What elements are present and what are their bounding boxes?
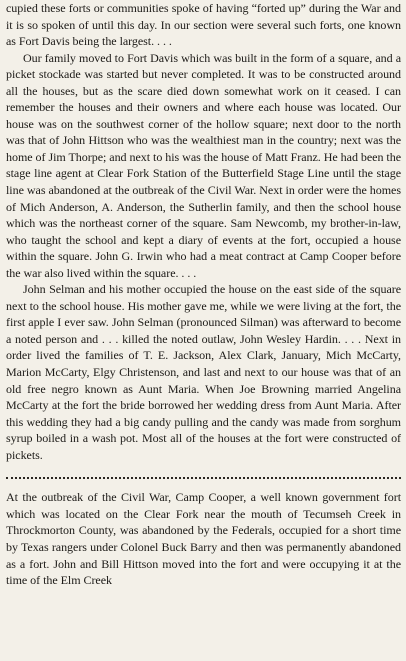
body-paragraph: At the outbreak of the Civil War, Camp Cooper, a well known government fort which was located on the Clear Fork near the mouth of Tecumseh Creek in Throckmorton County, was abandoned by the Federals, occupied for a short time by Texas rangers under Colonel Buck Barry and then was permanently abandoned as a fort. John and Bill Hittson moved into the fort and were occupying it at the time of the Elm Creek	[6, 490, 401, 588]
block-quote	[6, 0, 401, 463]
section-divider	[6, 477, 401, 479]
quote-paragraph-3: John Selman and his mother occupied the house on the east side of the square next to the school house. His mother gave me, while we were living at the fort, the first apple I ever saw. John Selman (pronounced Silman) was afterward to become a noted person and . . . killed the noted outlaw, John Wesley Hardin. . . . Next in order lived the families of T. E. Jackson, Alex Clark, January, Mich McCarty, Marion McCarty, Elgy Christenson, and last and next to our house was that of an old free negro known as Aunt Maria. When Joe Browning married Angelina McCarty at the fort the bride borrowed her wedding dress from Aunt Maria. After this wedding they had a big candy pulling and the candy was made from sorghum syrup boiled in a wash pot. Most all of the houses at the fort were constructed of pickets.	[6, 282, 401, 462]
quote-paragraph-2: Our family moved to Fort Davis which was built in the form of a square, and a picket stockade was started but never completed. It was to be constructed around all the houses, but as the scare died down somewhat work on it ceased. I can remember the houses and their owners and where each house was located. Our house was on the southwest corner of the hollow square; next door to the north was that of John Hittson who was the wealthiest man in the country; next was the home of Jim Thorpe; and next to his was the house of Matt Franz. He had been the stage line agent at Clear Fork Station of the Butterfield Stage Line until the stage line was abandoned at the outbreak of the Civil War. Next in order were the homes of Mich Anderson, A. Anderson, the Sutherlin family, and then the school house which was the northeast corner of the square. Sam Newcomb, my brother-in-law, who taught the school and kept a diary of events at the fort, occupied a house within the square. John G. Irwin who had a meat contract at Camp Cooper before the war also lived within the square. . . .	[6, 50, 401, 280]
quote-paragraph-1: cupied these forts or communities spoke of having “forted up” during the War and it is so spoken of until this day. In our section were several such forts, one known as Fort Davis being the largest. . . .	[6, 1, 401, 49]
